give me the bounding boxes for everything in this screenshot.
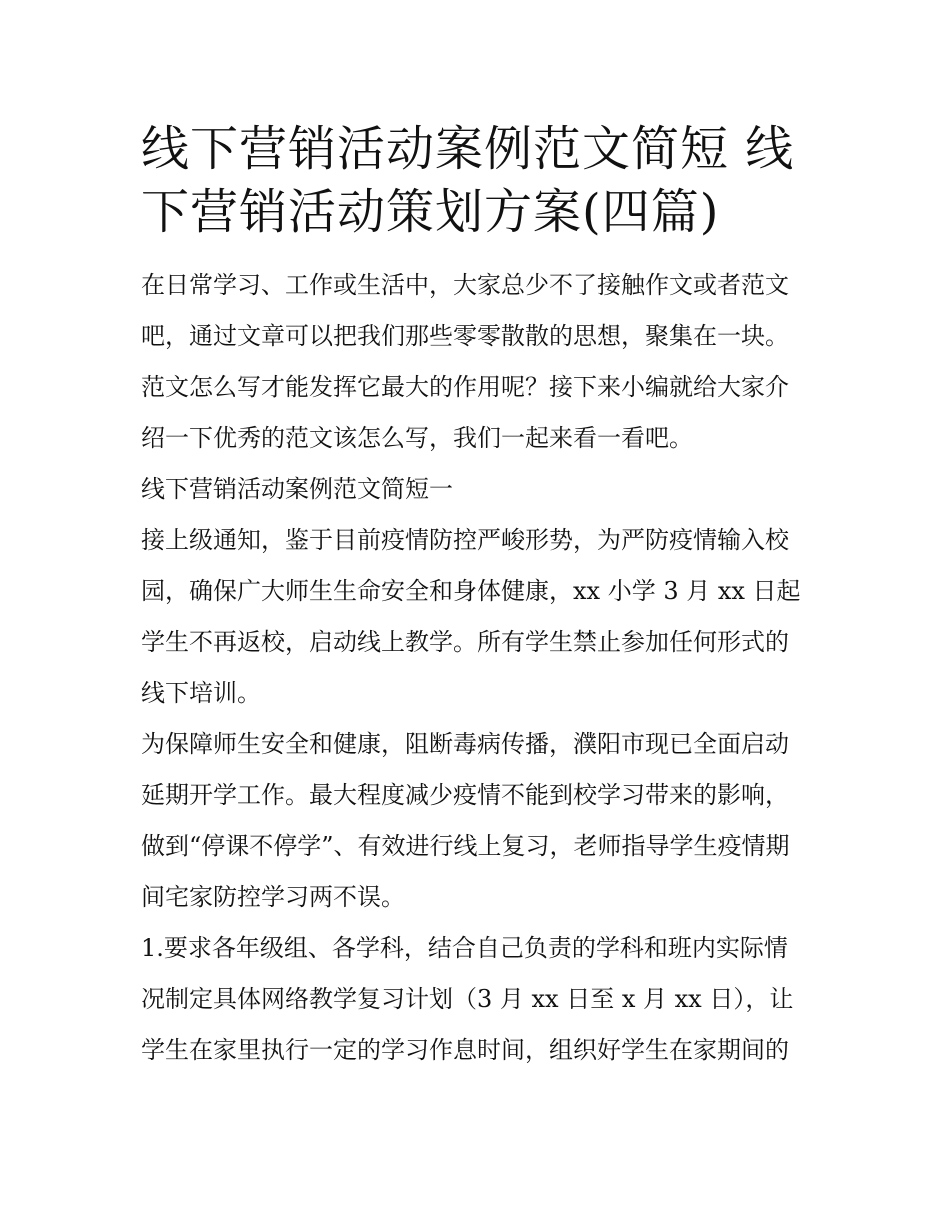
- title-line: 线下营销活动案例范文简短 线: [141, 121, 795, 177]
- body-line: 接上级通知，鉴于目前疫情防控严峻形势，为严防疫情输入校: [141, 526, 789, 554]
- body-line: 学生不再返校，启动线上教学。所有学生禁止参加任何形式的: [141, 628, 789, 656]
- body-line: 间宅家防控学习两不误。: [141, 883, 405, 911]
- document-content: [141, 118, 813, 1076]
- body-line: 园，确保广大师生生命安全和身体健康，xx 小学 3 月 xx 日起: [141, 577, 801, 605]
- body-line: 在日常学习、工作或生活中，大家总少不了接触作文或者范文: [141, 271, 789, 299]
- body-line: 学生在家里执行一定的学习作息时间，组织好学生在家期间的: [141, 1036, 789, 1064]
- body-line: 1.要求各年级组、各学科，结合自己负责的学科和班内实际情: [141, 934, 788, 962]
- body-line: 线下培训。: [141, 679, 261, 707]
- body-line: 况制定具体网络教学复习计划（3 月 xx 日至 x 月 xx 日），让: [141, 985, 794, 1013]
- body-line: 为保障师生安全和健康，阻断毒病传播，濮阳市现已全面启动: [141, 730, 789, 758]
- body-line: 延期开学工作。最大程度减少疫情不能到校学习带来的影响，: [141, 781, 789, 809]
- body-line: 做到“停课不停学”、有效进行线上复习，老师指导学生疫情期: [141, 832, 790, 860]
- body-line: 吧，通过文章可以把我们那些零零散散的思想，聚集在一块。: [141, 322, 789, 350]
- section-heading: 线下营销活动案例范文简短一: [141, 475, 453, 503]
- document-body: [141, 260, 813, 1076]
- document-title: [141, 118, 813, 244]
- title-line: 下营销活动策划方案(四篇): [141, 184, 720, 240]
- body-line: 绍一下优秀的范文该怎么写，我们一起来看一看吧。: [141, 424, 693, 452]
- body-line: 范文怎么写才能发挥它最大的作用呢？接下来小编就给大家介: [141, 373, 789, 401]
